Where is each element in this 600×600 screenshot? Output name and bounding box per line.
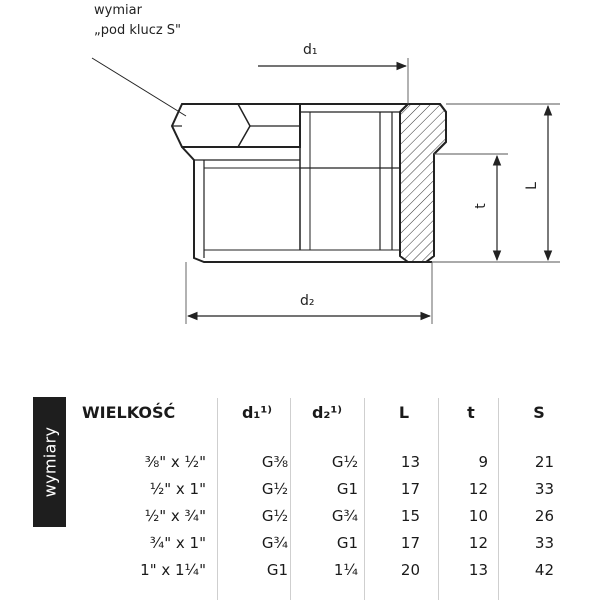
header-L: L: [398, 403, 410, 422]
side-tab-label: wymiary: [40, 426, 59, 498]
cell-S: 33: [534, 534, 554, 552]
cell-d2: 1¼: [333, 561, 358, 579]
callout-line1: wymiar: [94, 3, 142, 18]
cell-d1: G½: [261, 507, 288, 525]
cell-t: 10: [468, 507, 488, 525]
cell-size: 1" x 1¼": [140, 561, 206, 579]
cell-S: 42: [534, 561, 554, 579]
cell-size: ½" x 1": [149, 480, 206, 498]
cell-L: 17: [400, 534, 420, 552]
dim-label-L: L: [523, 182, 540, 190]
cell-size: ⅜" x ½": [144, 453, 206, 471]
table-row: [76, 530, 562, 556]
table-row: [76, 557, 562, 583]
inner-bore: [300, 112, 400, 250]
cell-size: ½" x ¾": [144, 507, 206, 525]
cell-d2: G½: [331, 453, 358, 471]
hex-head: [172, 104, 300, 147]
cell-t: 12: [468, 534, 488, 552]
cell-t: 9: [478, 453, 488, 471]
cell-t: 12: [468, 480, 488, 498]
table-row: [76, 476, 562, 502]
header-S: S: [533, 403, 545, 422]
header-d2: d₂¹⁾: [311, 403, 343, 422]
table-row: [76, 449, 562, 475]
side-tab: [33, 397, 66, 527]
cell-L: 13: [400, 453, 420, 471]
cell-d2: G1: [336, 534, 358, 552]
header-size: WIELKOŚĆ: [82, 403, 176, 422]
extension-lines: [186, 58, 560, 324]
cell-d1: G⅜: [261, 453, 288, 471]
cell-S: 26: [534, 507, 554, 525]
cell-L: 15: [400, 507, 420, 525]
cell-d1: G½: [261, 480, 288, 498]
table-row: [76, 503, 562, 529]
cell-d2: G1: [336, 480, 358, 498]
cell-d1: G¾: [261, 534, 288, 552]
table-header-row: [76, 400, 562, 426]
cell-d2: G¾: [331, 507, 358, 525]
cell-d1: G1: [266, 561, 288, 579]
header-t: t: [467, 403, 475, 422]
cell-S: 33: [534, 480, 554, 498]
header-d1: d₁¹⁾: [241, 403, 273, 422]
callout-line2: „pod klucz S": [94, 23, 182, 38]
hatched-section: [400, 104, 446, 262]
threaded-body: [182, 104, 432, 262]
cell-t: 13: [468, 561, 488, 579]
dim-label-t: t: [472, 203, 489, 209]
callout-leader: [92, 58, 186, 116]
cell-S: 21: [534, 453, 554, 471]
dim-label-d1: d₁: [303, 42, 318, 58]
cell-L: 17: [400, 480, 420, 498]
cell-L: 20: [400, 561, 420, 579]
dim-label-d2: d₂: [300, 293, 315, 309]
cell-size: ¾" x 1": [149, 534, 206, 552]
